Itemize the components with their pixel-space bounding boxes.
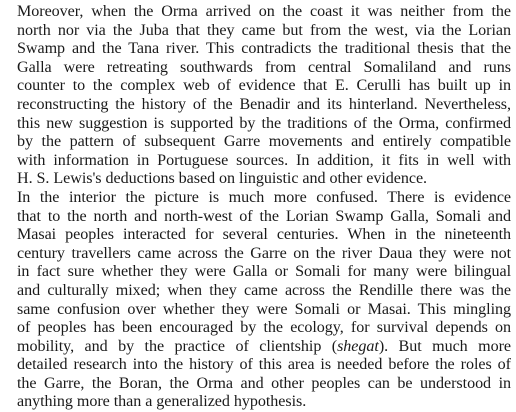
text-line-with-italic [3,338,511,357]
text-line: H. S. Lewis's deductions based on linguistic and other evidence. [17,170,428,188]
text-line: in fact sure whether they were Galla or Somali for many were bilingual [17,263,511,281]
text-line: same confusion over whether they were Somali or Masai. This mingling [17,300,511,318]
text-line: the Garre, the Boran, the Orma and other peoples can be understood in [17,374,511,392]
text-line: and culturally mixed; when they came across the Rendille there was the [17,281,511,299]
text-line: reconstructing the history of the Benadir and its hinterland. Nevertheless, [17,95,511,113]
text-segment: mobility, and by the practice of clientship ( [17,337,338,355]
document-page [3,3,511,412]
text-line: detailed research into the history of this area is needed before the roles of [17,356,511,374]
text-line: Galla were retreating southwards from central Somaliland and runs [17,58,511,76]
text-segment: ). But much more [378,337,511,355]
text-line: that to the north and north-west of the Lorian Swamp Galla, Somali and [17,207,511,225]
text-line: Masai peoples interacted for several centuries. When in the nineteenth [17,226,511,244]
text-line: by the pattern of subsequent Garre movements and entirely compatible [17,133,511,151]
text-line: counter to the complex web of evidence that E. Cerulli has built up in [17,77,511,95]
paragraph-1 [3,3,511,189]
text-line: anything more than a generalized hypothesis. [17,393,307,411]
text-line: with information in Portuguese sources. In addition, it fits in well with [17,151,511,169]
text-line: In the interior the picture is much more confused. There is evidence [17,188,511,206]
text-line: century travellers came across the Garre on the river Daua they were not [17,244,511,262]
text-line: Moreover, when the Orma arrived on the coast it was neither from the [17,3,511,20]
text-line: north nor via the Juba that they came but from the west, via the Lorian [17,21,511,39]
text-line: of peoples has been encouraged by the ecology, for survival depends on [17,319,511,337]
text-line: this new suggestion is supported by the traditions of the Orma, confirmed [17,114,511,132]
paragraph-2 [3,189,511,412]
italic-term: shegat [337,337,379,355]
text-line: Swamp and the Tana river. This contradicts the traditional thesis that the [17,40,511,58]
